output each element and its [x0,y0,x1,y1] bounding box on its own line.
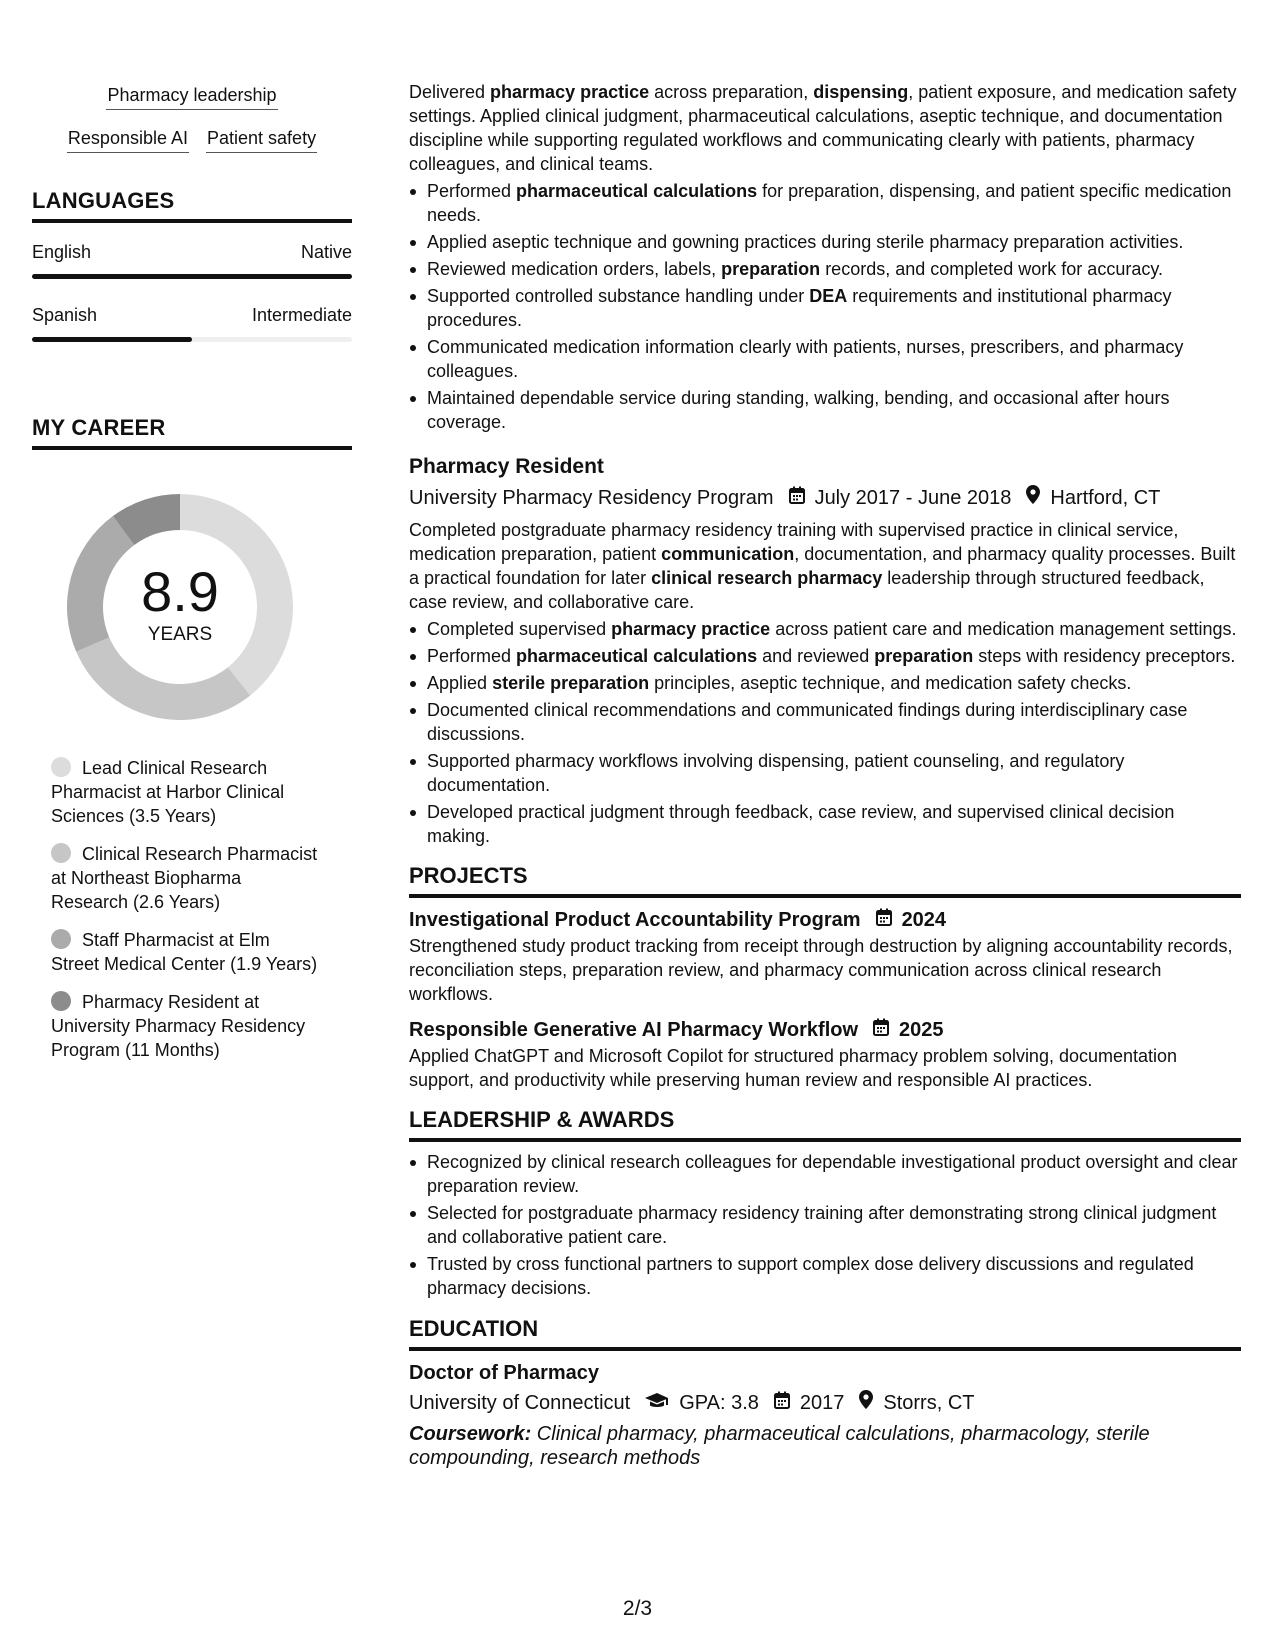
languages-heading: LANGUAGES [32,187,352,223]
language-proficiency-fill [32,337,192,342]
bullet-item [409,617,1241,641]
skill-tag: Pharmacy leadership [106,82,277,110]
coursework-text: Clinical pharmacy, pharmaceutical calculations, pharmacology, sterile compounding, research methods [409,1423,1150,1469]
career-role-text: Clinical Research Pharmacist at Northeast Biopharma Research (2.6 Years) [51,844,318,912]
text-run: Performed [427,181,517,201]
bold-term: pharmaceutical calculations [516,646,758,666]
bullet-item [409,335,1241,383]
bullet-item [409,698,1241,746]
career-legend-item [51,842,321,914]
legend-dot [51,843,71,863]
resident-summary [409,518,1241,614]
text-run: and reviewed [757,646,875,666]
page-number: 2/3 [622,1597,653,1620]
project-item [409,1016,1241,1092]
text-run: leadership through structured feedback, case review, and collaborative care. [409,568,1205,612]
coursework [409,1422,1241,1470]
career-legend-item [51,928,321,976]
text-run: , documentation, and pharmacy quality processes. Built a practical foundation for later [409,544,1236,588]
legend-dot [51,991,71,1011]
text-run: steps with residency preceptors. [973,646,1236,666]
sidebar [32,82,352,1076]
location-pin-icon [1026,484,1040,512]
job-org: University Pharmacy Residency Program [409,487,774,509]
bullet-item [409,386,1241,434]
location-pin-icon [859,1389,873,1417]
bold-term: pharmaceutical calculations [516,181,758,201]
career-role-text: Lead Clinical Research Pharmacist at Harbor Clinical Sciences (3.5 Years) [51,758,285,826]
degree-title: Doctor of Pharmacy [409,1362,600,1384]
text-run: Communicated medication information clearly with patients, nurses, prescribers, and pharmacy colleagues. [427,337,1184,381]
text-run: Maintained dependable service during standing, walking, bending, and occasional after hours coverage. [427,388,1170,432]
text-run: across patient care and medication management settings. [770,619,1237,639]
project-title: Investigational Product Accountability Program [409,909,861,931]
languages-section [32,187,352,342]
text-run: , patient exposure, and medication safety settings. Applied clinical judgment, pharmaceutical calculations, aseptic technique, and documentation discipline while supporting regulated workflows and communicating clearly with patients, pharmacy colleagues, and clinical teams. [409,82,1237,174]
text-run: principles, aseptic technique, and medication safety checks. [649,673,1132,693]
tag-row [32,82,352,110]
language-level: Native [300,242,352,262]
bullet-item [409,800,1241,848]
career-role-text: Staff Pharmacist at Elm Street Medical Center (1.9 Years) [51,930,318,974]
career-legend-item [51,990,321,1062]
experience-summary [409,80,1241,176]
graduation-cap-icon [645,1389,669,1417]
resident-bullets [409,617,1241,848]
language-level: Intermediate [251,305,352,325]
text-run: Applied [427,673,493,693]
project-title: Responsible Generative AI Pharmacy Workflow [409,1019,859,1041]
language-proficiency-fill [32,274,352,279]
bullet-item [409,230,1241,254]
bold-term: pharmacy practice [611,619,771,639]
bullet-item [409,671,1241,695]
award-item: Recognized by clinical research colleagues for dependable investigational product oversight and clear preparation review. [409,1150,1241,1198]
project-year: 2025 [899,1019,944,1041]
skill-tag: Responsible AI [67,125,189,153]
bullet-item [409,749,1241,797]
job-meta [409,484,1241,512]
text-run: Supported pharmacy workflows involving dispensing, patient counseling, and regulatory documentation. [427,751,1125,795]
job-dates: July 2017 - June 2018 [814,487,1012,509]
bold-term: sterile preparation [492,673,650,693]
language-row [32,240,352,264]
graduation-year: 2017 [799,1392,845,1414]
gpa: GPA: 3.8 [679,1392,759,1414]
education-meta [409,1389,1241,1417]
projects-heading: PROJECTS [409,862,1241,898]
award-item: Trusted by cross functional partners to support complex dose delivery discussions and regulated pharmacy decisions. [409,1252,1241,1300]
bold-term: pharmacy practice [490,82,650,102]
legend-dot [51,929,71,949]
calendar-icon [789,484,805,512]
calendar-icon [876,906,892,934]
legend-dot [51,757,71,777]
school-name: University of Connecticut [409,1392,631,1414]
bold-term: preparation [874,646,974,666]
calendar-icon [873,1016,889,1044]
career-years-unit: YEARS [147,624,213,645]
calendar-icon [774,1389,790,1417]
text-run: Supported controlled substance handling under [427,286,810,306]
career-heading: MY CAREER [32,414,352,450]
project-title-row [409,1016,1241,1044]
bold-term: dispensing [813,82,909,102]
languages-list [32,240,352,342]
project-title-row [409,906,1241,934]
language-row [32,303,352,327]
text-run: Applied aseptic technique and gowning practices during sterile pharmacy preparation activities. [427,232,1184,252]
experience-bullets [409,179,1241,434]
text-run: Documented clinical recommendations and communicated findings during interdisciplinary case discussions. [427,700,1188,744]
language-proficiency-bar [32,274,352,279]
skill-tags [32,82,352,153]
text-run: Delivered [409,82,491,102]
bullet-item [409,284,1241,332]
text-run: Developed practical judgment through feedback, case review, and supervised clinical decision making. [427,802,1175,846]
text-run: requirements and institutional pharmacy procedures. [427,286,1172,330]
bullet-item [409,257,1241,281]
career-legend-item [51,756,321,828]
text-run: records, and completed work for accuracy. [820,259,1163,279]
language-name: English [32,242,92,262]
project-description: Applied ChatGPT and Microsoft Copilot for structured pharmacy problem solving, documentation support, and productivity while preserving human review and responsible AI practices. [409,1046,1178,1090]
projects-list [409,906,1241,1092]
language-item [32,240,352,279]
bold-term: clinical research pharmacy [651,568,883,588]
career-legend [32,756,352,1062]
text-run: Completed postgraduate pharmacy residency training with supervised practice in clinical service, medication preparation, patient [409,520,1179,564]
project-item [409,906,1241,1006]
language-name: Spanish [32,305,98,325]
text-run: Completed supervised [427,619,612,639]
text-run: for preparation, dispensing, and patient specific medication needs. [427,181,1232,225]
donut-slice [76,637,250,720]
bullet-item [409,644,1241,668]
bold-term: preparation [721,259,821,279]
bold-term: DEA [809,286,848,306]
awards-heading: LEADERSHIP & AWARDS [409,1106,1241,1142]
career-section [32,414,352,1062]
awards-list [409,1150,1241,1300]
job-title: Pharmacy Resident [409,455,604,478]
award-item: Selected for postgraduate pharmacy residency training after demonstrating strong clinical judgment and collaborative patient care. [409,1201,1241,1249]
school-location: Storrs, CT [883,1392,975,1414]
career-role-text: Pharmacy Resident at University Pharmacy Residency Program (11 Months) [51,992,306,1060]
education-heading: EDUCATION [409,1315,1241,1351]
language-proficiency-bar [32,337,352,342]
career-total-years: 8.9 [141,560,219,623]
text-run: across preparation, [649,82,814,102]
coursework-label: Coursework: [409,1423,532,1445]
tag-row [32,125,352,153]
project-description: Strengthened study product tracking from receipt through destruction by aligning accountability records, reconciliation steps, preparation review, and pharmacy communication across clinical research workflows. [409,936,1233,1004]
main-content [409,80,1241,1470]
bullet-item [409,179,1241,227]
text-run: Reviewed medication orders, labels, [427,259,722,279]
job-location: Hartford, CT [1050,487,1161,509]
career-donut-chart [67,494,293,720]
bold-term: communication [661,544,795,564]
language-item [32,303,352,342]
text-run: Performed [427,646,517,666]
skill-tag: Patient safety [206,125,317,153]
project-year: 2024 [901,909,947,931]
